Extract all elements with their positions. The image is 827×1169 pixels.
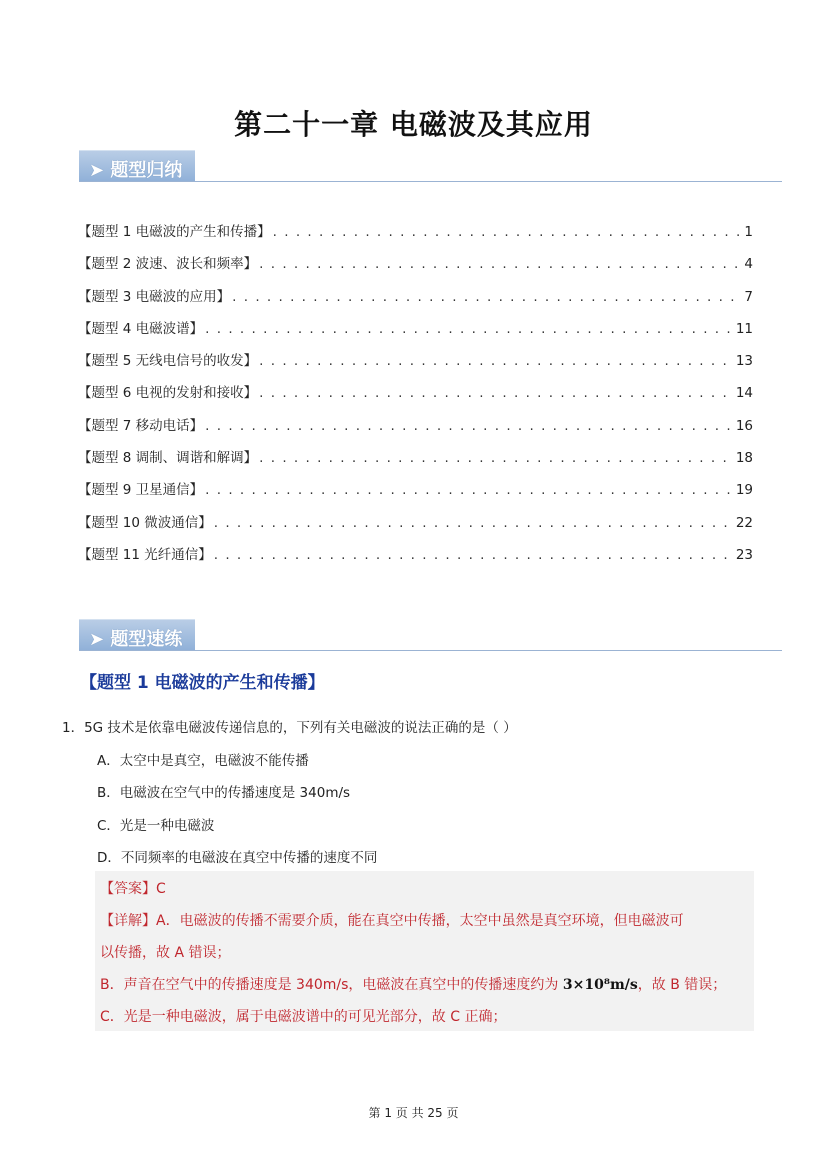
option-a[interactable]: A．太空中是真空，电磁波不能传播 bbox=[97, 753, 309, 769]
toc-leader-dots bbox=[205, 321, 734, 337]
detail-text: A．电磁波的传播不需要介质，能在真空中传播，太空中虽然是真空环境，但电磁波可 bbox=[156, 913, 684, 929]
toc-leader-dots bbox=[259, 256, 742, 272]
toc-entry[interactable] bbox=[78, 349, 753, 381]
toc-entry-label: 【题型 1 电磁波的产生和传播】 bbox=[78, 224, 271, 240]
answer-value: C bbox=[156, 881, 166, 897]
toc-page-number: 23 bbox=[735, 546, 753, 563]
toc-page-number: 13 bbox=[735, 353, 753, 370]
detail-text: ，故 B 错误； bbox=[637, 977, 727, 993]
page-footer: 第 1 页 共 25 页 bbox=[368, 1106, 459, 1120]
toc-entry[interactable] bbox=[78, 381, 753, 413]
option-c[interactable]: C．光是一种电磁波 bbox=[97, 818, 215, 834]
question-stem: 1．5G 技术是依靠电磁波传递信息的，下列有关电磁波的说法正确的是（ ） bbox=[62, 720, 517, 736]
toc-page-number: 22 bbox=[735, 514, 753, 531]
toc-entry-label: 【题型 7 移动电话】 bbox=[78, 417, 204, 434]
toc-entry[interactable] bbox=[78, 511, 753, 543]
toc-leader-dots bbox=[259, 450, 734, 466]
answer-tag: 【答案】 bbox=[100, 881, 156, 897]
toc-entry[interactable] bbox=[78, 252, 753, 284]
toc-entry-label: 【题型 9 卫星通信】 bbox=[78, 482, 204, 499]
toc-entry-label: 【题型 8 调制、调谐和解调】 bbox=[78, 450, 258, 467]
section-tab bbox=[79, 619, 195, 651]
toc-entry[interactable] bbox=[78, 478, 753, 510]
toc-leader-dots bbox=[214, 515, 734, 531]
toc-page-number: 19 bbox=[735, 482, 753, 499]
detail-line-4: C．光是一种电磁波，属于电磁波谱中的可见光部分，故 C 正确； bbox=[100, 1009, 507, 1025]
toc-entry-label: 【题型 3 电磁波的应用】 bbox=[78, 288, 231, 305]
table-of-contents bbox=[78, 220, 753, 575]
toc-entry-label: 【题型 11 光纤通信】 bbox=[78, 546, 212, 563]
toc-leader-dots bbox=[214, 547, 734, 563]
section-header-practice bbox=[79, 619, 782, 651]
toc-page-number: 14 bbox=[735, 385, 753, 402]
option-b[interactable]: B．电磁波在空气中的传播速度是 340m/s bbox=[97, 785, 351, 801]
detail-line-2: 以传播，故 A 错误； bbox=[100, 945, 231, 961]
toc-entry[interactable] bbox=[78, 414, 753, 446]
section-divider bbox=[79, 650, 782, 651]
section-tab bbox=[79, 150, 195, 182]
toc-page-number: 16 bbox=[735, 417, 753, 434]
section-header-toc bbox=[79, 150, 782, 182]
section-label: ➤ 题型速练 bbox=[89, 629, 183, 650]
page-title: 第二十一章 电磁波及其应用 bbox=[234, 108, 593, 141]
section-divider bbox=[79, 181, 782, 182]
toc-entry-label: 【题型 5 无线电信号的收发】 bbox=[78, 353, 258, 370]
toc-entry[interactable] bbox=[78, 317, 753, 349]
toc-page-number: 18 bbox=[735, 450, 753, 467]
toc-entry-label: 【题型 4 电磁波谱】 bbox=[78, 320, 204, 337]
detail-text: B．声音在空气中的传播速度是 340m/s，电磁波在真空中的传播速度约为 bbox=[100, 977, 563, 993]
toc-leader-dots bbox=[205, 418, 734, 434]
toc-entry[interactable] bbox=[78, 285, 753, 317]
toc-entry-label: 【题型 6 电视的发射和接收】 bbox=[78, 385, 258, 402]
toc-entry[interactable] bbox=[78, 543, 753, 575]
toc-leader-dots bbox=[259, 353, 734, 369]
toc-page-number: 11 bbox=[735, 320, 753, 337]
toc-page-number: 1 bbox=[744, 224, 753, 240]
toc-leader-dots bbox=[232, 289, 742, 305]
detail-line-1 bbox=[100, 910, 684, 930]
section-label: ➤ 题型归纳 bbox=[89, 160, 183, 181]
toc-leader-dots bbox=[273, 224, 743, 240]
toc-page-number: 4 bbox=[744, 256, 753, 273]
toc-entry[interactable] bbox=[78, 220, 753, 252]
toc-leader-dots bbox=[205, 482, 734, 498]
answer-line bbox=[100, 878, 166, 898]
toc-entry[interactable] bbox=[78, 446, 753, 478]
topic-heading: 【题型 1 电磁波的产生和传播】 bbox=[80, 673, 325, 693]
light-speed-value: 3×10⁸m/s bbox=[562, 977, 638, 993]
toc-entry-label: 【题型 10 微波通信】 bbox=[78, 514, 212, 531]
toc-entry-label: 【题型 2 波速、波长和频率】 bbox=[78, 256, 258, 273]
option-d[interactable]: D．不同频率的电磁波在真空中传播的速度不同 bbox=[97, 850, 378, 866]
detail-tag: 【详解】 bbox=[100, 913, 156, 929]
toc-leader-dots bbox=[259, 385, 734, 401]
toc-page-number: 7 bbox=[744, 288, 753, 305]
detail-line-3 bbox=[100, 974, 726, 994]
